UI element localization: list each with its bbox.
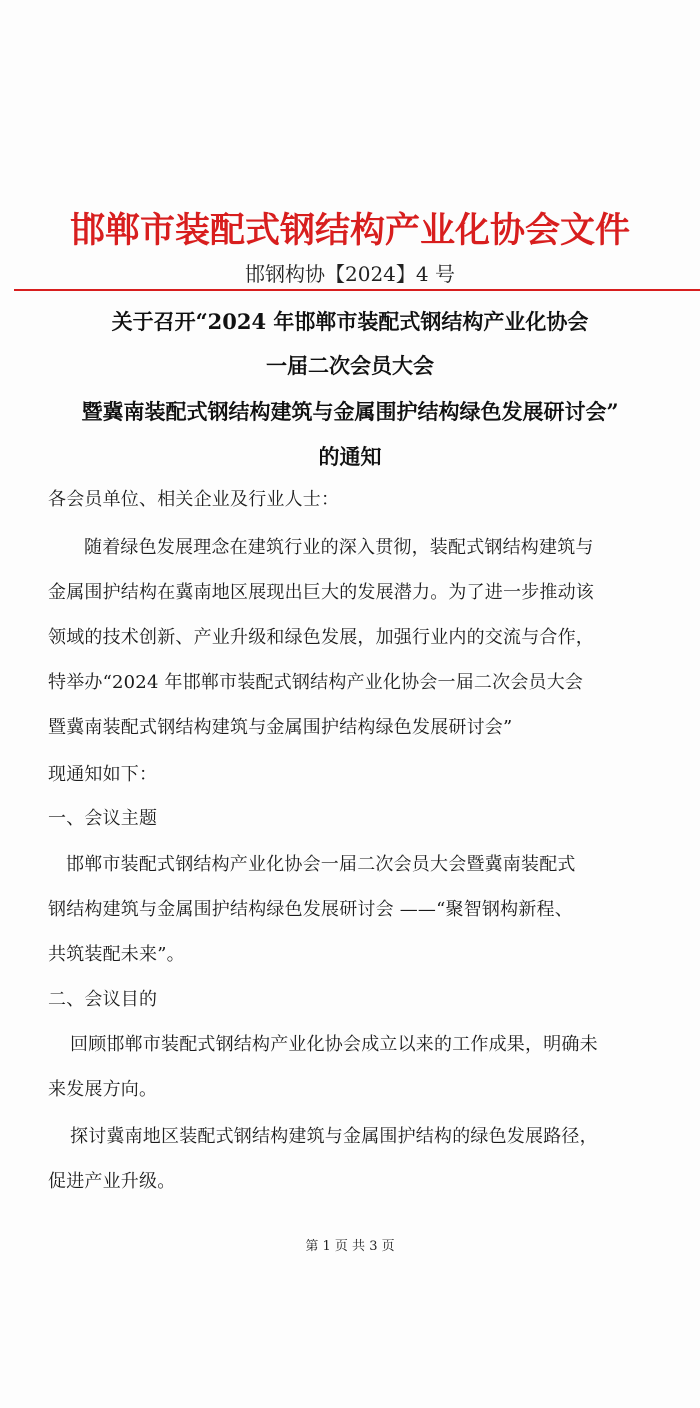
page-indicator: 第 1 页 共 3 页 (305, 1239, 395, 1254)
section2-heading: 二、会议目的 (48, 989, 158, 1010)
section2-para1-line-1: 回顾邯郸市装配式钢结构产业化协会成立以来的工作成果，明确未 (70, 1034, 598, 1055)
notify-line: 现通知如下： (48, 764, 158, 785)
section1-line-2: 钢结构建筑与金属围护结构绿色发展研讨会 ——“聚智钢构新程、 (48, 899, 573, 920)
intro-line-2: 金属围护结构在冀南地区展现出巨大的发展潜力。为了进一步推动该 (48, 582, 594, 603)
document-number: 邯钢构协【2024】4 号 (245, 262, 455, 286)
intro-line-5: 暨冀南装配式钢结构建筑与金属围护结构绿色发展研讨会” (48, 717, 513, 738)
notice-title-line-3: 暨冀南装配式钢结构建筑与金属围护结构绿色发展研讨会” (81, 399, 619, 424)
section2-para2-line-1: 探讨冀南地区装配式钢结构建筑与金属围护结构的绿色发展路径， (70, 1126, 598, 1147)
salutation: 各会员单位、相关企业及行业人士： (48, 489, 340, 510)
notice-title-line-1: 关于召开“2024 年邯郸市装配式钢结构产业化协会 (111, 309, 589, 334)
notice-title-line-2: 一届二次会员大会 (266, 353, 434, 378)
org-header-title: 邯郸市装配式钢结构产业化协会文件 (69, 211, 630, 251)
section2-para1-line-2: 来发展方向。 (48, 1079, 158, 1100)
intro-line-3: 领域的技术创新、产业升级和绿色发展，加强行业内的交流与合作， (48, 627, 594, 648)
section1-heading: 一、会议主题 (48, 808, 158, 829)
section2-para2-line-2: 促进产业升级。 (48, 1171, 176, 1192)
section1-line-3: 共筑装配未来”。 (48, 944, 185, 965)
section1-line-1: 邯郸市装配式钢结构产业化协会一届二次会员大会暨冀南装配式 (66, 854, 576, 875)
intro-line-1: 随着绿色发展理念在建筑行业的深入贯彻，装配式钢结构建筑与 (84, 537, 594, 558)
notice-title-line-4: 的通知 (318, 444, 382, 469)
header-divider (14, 289, 700, 291)
intro-line-4: 特举办“2024 年邯郸市装配式钢结构产业化协会一届二次会员大会 (48, 672, 584, 693)
